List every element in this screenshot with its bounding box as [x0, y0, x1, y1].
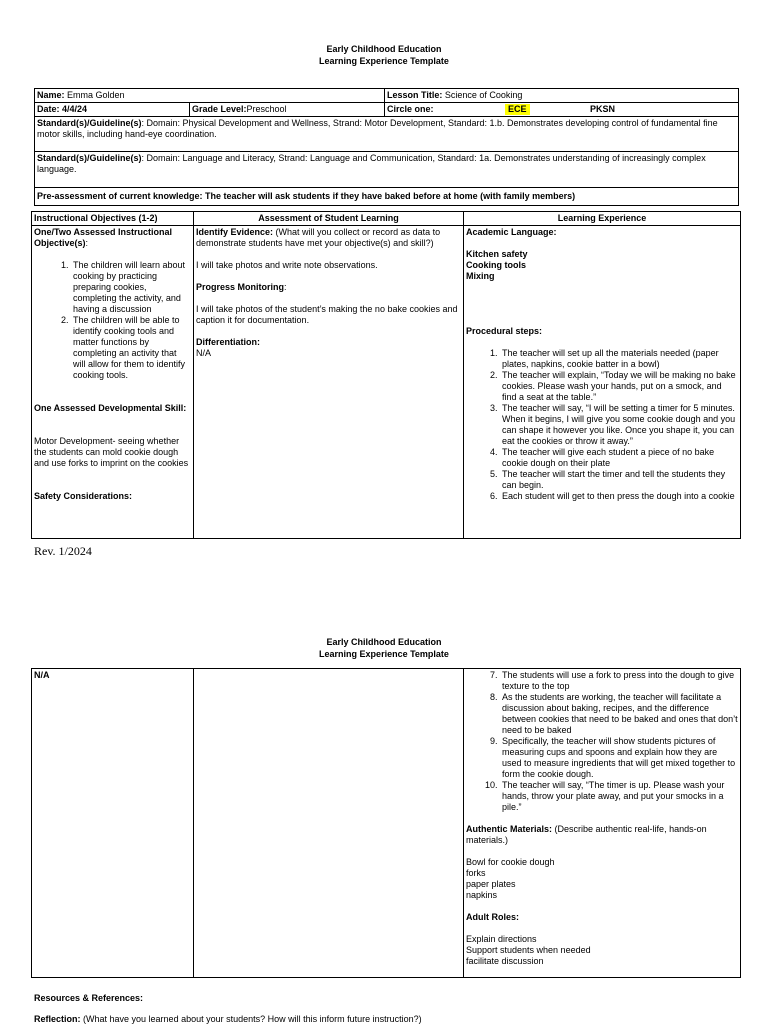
reflection-line	[34, 1014, 422, 1024]
standard-1-cell	[35, 117, 739, 152]
revision-note: Rev. 1/2024	[34, 544, 92, 558]
progress-heading: Progress Monitoring	[196, 282, 285, 292]
date-cell	[35, 103, 190, 117]
col-header-assessment-text: Assessment of Student Learning	[258, 213, 399, 223]
standard-2-text: : Domain: Language and Literacy, Strand: Language and Communication, Standard: 1a. Demonstrates understanding of increasingly complex language.	[37, 153, 706, 174]
material-item: forks	[466, 868, 486, 878]
objectives-column-continued	[32, 669, 194, 978]
assessment-column-continued	[194, 669, 464, 978]
differentiation-heading: Differentiation:	[196, 337, 260, 347]
evidence-heading: Identify Evidence:	[196, 227, 274, 237]
material-item: Bowl for cookie dough	[466, 857, 555, 867]
grade-label: Grade Level:	[192, 104, 247, 114]
standard-1-text: : Domain: Physical Development and Wellness, Strand: Motor Development, Standard: 1.b. Demonstrates developing control of fundamental fine motor skills, including hand-eye coordination.	[37, 118, 718, 139]
safety-heading: Safety Considerations:	[34, 491, 133, 501]
academic-term: Kitchen safety	[466, 249, 528, 259]
procedural-step: 6. Each student will get to then press the dough into a cookie	[500, 491, 738, 502]
resources-heading	[34, 993, 143, 1003]
circle-cell	[385, 103, 739, 117]
doc-title-line2: Learning Experience Template	[319, 649, 449, 659]
experience-column	[464, 226, 741, 539]
objectives-colon: :	[85, 238, 89, 248]
standard-1-label: Standard(s)/Guideline(s)	[37, 118, 142, 128]
col-header-assessment	[194, 212, 464, 226]
adult-roles-heading: Adult Roles:	[466, 912, 519, 922]
academic-term: Mixing	[466, 271, 495, 281]
page2-header	[0, 636, 768, 660]
col1-na: N/A	[34, 670, 50, 680]
col-header-experience-text: Learning Experience	[557, 213, 647, 223]
authentic-materials-prompt: (Describe authentic real-life, hands-on materials.)	[466, 824, 707, 845]
procedural-step: 1. The teacher will set up all the materials needed (paper plates, napkins, cookie batter in a bowl)	[500, 348, 738, 370]
procedural-step: 10. The teacher will say, “The timer is up. Please wash your hands, throw your plate away, and put your smocks in a pile.”	[500, 780, 738, 813]
progress-colon: :	[284, 282, 287, 292]
objective-item: 1. The children will learn about cooking by practicing preparing cookies, completing the activity, and having a discussion	[71, 260, 191, 315]
procedural-step: 7. The students will use a fork to press into the dough to give texture to the top	[500, 670, 738, 692]
procedural-step: 3. The teacher will say, “I will be setting a timer for 5 minutes. When it begins, I will give you some cookie dough and you can shape it however you like. Once you shape it, you can eat the cookies or throw it away.”	[500, 403, 738, 447]
procedural-step: 8. As the students are working, the teacher will facilitate a discussion about baking, recipes, and the difference between cookies that need to be baked and ones that don’t need to be baked	[500, 692, 738, 736]
adult-role-item: Support students when needed	[466, 945, 591, 955]
reflection-prompt: (What have you learned about your students? How will this inform future instruction?)	[80, 1014, 422, 1024]
circle-pksn: PKSN	[590, 104, 616, 114]
col-header-objectives	[32, 212, 194, 226]
lesson-title-cell	[385, 89, 739, 103]
skill-heading: One Assessed Developmental Skill:	[34, 403, 187, 413]
name-label: Name:	[37, 90, 65, 100]
circle-ece-highlighted: ECE	[505, 104, 530, 115]
procedural-step: 2. The teacher will explain, “Today we will be making no bake cookies. Please wash your hands, put on a smock, and find a seat at the table.”	[500, 370, 738, 403]
procedural-heading: Procedural steps:	[466, 326, 543, 336]
doc-title-line2: Learning Experience Template	[319, 56, 449, 66]
name-cell	[35, 89, 385, 103]
name-value: Emma Golden	[64, 90, 125, 100]
lesson-plan-table	[31, 211, 741, 539]
reflection-label: Reflection:	[34, 1014, 81, 1024]
procedural-step: 4. The teacher will give each student a piece of no bake cookie dough on their plate	[500, 447, 738, 469]
procedural-step: 9. Specifically, the teacher will show students pictures of measuring cups and spoons and explain how they are used to measure ingredients that will get mixed together to form the cookie dough.	[500, 736, 738, 780]
objectives-list	[34, 260, 191, 381]
progress-text: I will take photos of the student’s making the no bake cookies and caption it for documentation.	[196, 304, 458, 325]
academic-language-heading: Academic Language:	[466, 227, 557, 237]
grade-cell	[190, 103, 385, 117]
authentic-materials-heading: Authentic Materials:	[466, 824, 553, 834]
grade-value: Preschool	[246, 104, 287, 114]
differentiation-text: N/A	[196, 348, 212, 358]
experience-column-continued	[464, 669, 741, 978]
doc-title-line1: Early Childhood Education	[326, 637, 442, 647]
assessment-column	[194, 226, 464, 539]
procedural-step: 5. The teacher will start the timer and tell the students they can begin.	[500, 469, 738, 491]
date-value: 4/4/24	[59, 104, 88, 114]
page1-header	[0, 43, 768, 67]
date-label: Date:	[37, 104, 60, 114]
academic-term: Cooking tools	[466, 260, 526, 270]
doc-title-line1: Early Childhood Education	[326, 44, 442, 54]
material-item: napkins	[466, 890, 498, 900]
col-header-experience	[464, 212, 741, 226]
standard-2-cell	[35, 152, 739, 188]
lesson-value: Science of Cooking	[442, 90, 523, 100]
lesson-label: Lesson Title:	[387, 90, 443, 100]
objective-item: 2. The children will be able to identify cooking tools and matter functions by completing an activity that will allow for them to identify cooking tools.	[71, 315, 191, 381]
skill-text: Motor Development- seeing whether the students can mold cookie dough and use forks to imprint on the cookies	[34, 436, 189, 468]
lesson-plan-table-continued	[31, 668, 741, 978]
objectives-column	[32, 226, 194, 539]
standard-2-label: Standard(s)/Guideline(s)	[37, 153, 142, 163]
adult-role-item: facilitate discussion	[466, 956, 544, 966]
procedural-steps-list-continued	[466, 670, 738, 813]
evidence-text: I will take photos and write note observations.	[196, 260, 378, 270]
resources-text: Resources & References:	[34, 993, 144, 1003]
info-table	[34, 88, 739, 206]
col-header-objectives-text: Instructional Objectives (1-2)	[34, 213, 158, 223]
preassessment-cell	[35, 188, 739, 206]
preassessment-text: Pre-assessment of current knowledge: The teacher will ask students if they have baked before at home (with family members)	[37, 191, 576, 201]
objectives-heading: One/Two Assessed Instructional Objective(s)	[34, 227, 173, 248]
circle-label: Circle one:	[387, 104, 434, 114]
material-item: paper plates	[466, 879, 516, 889]
procedural-steps-list	[466, 348, 738, 502]
evidence-prompt: (What will you collect or record as data to demonstrate students have met your objective(s) and skill?)	[196, 227, 441, 248]
adult-role-item: Explain directions	[466, 934, 537, 944]
